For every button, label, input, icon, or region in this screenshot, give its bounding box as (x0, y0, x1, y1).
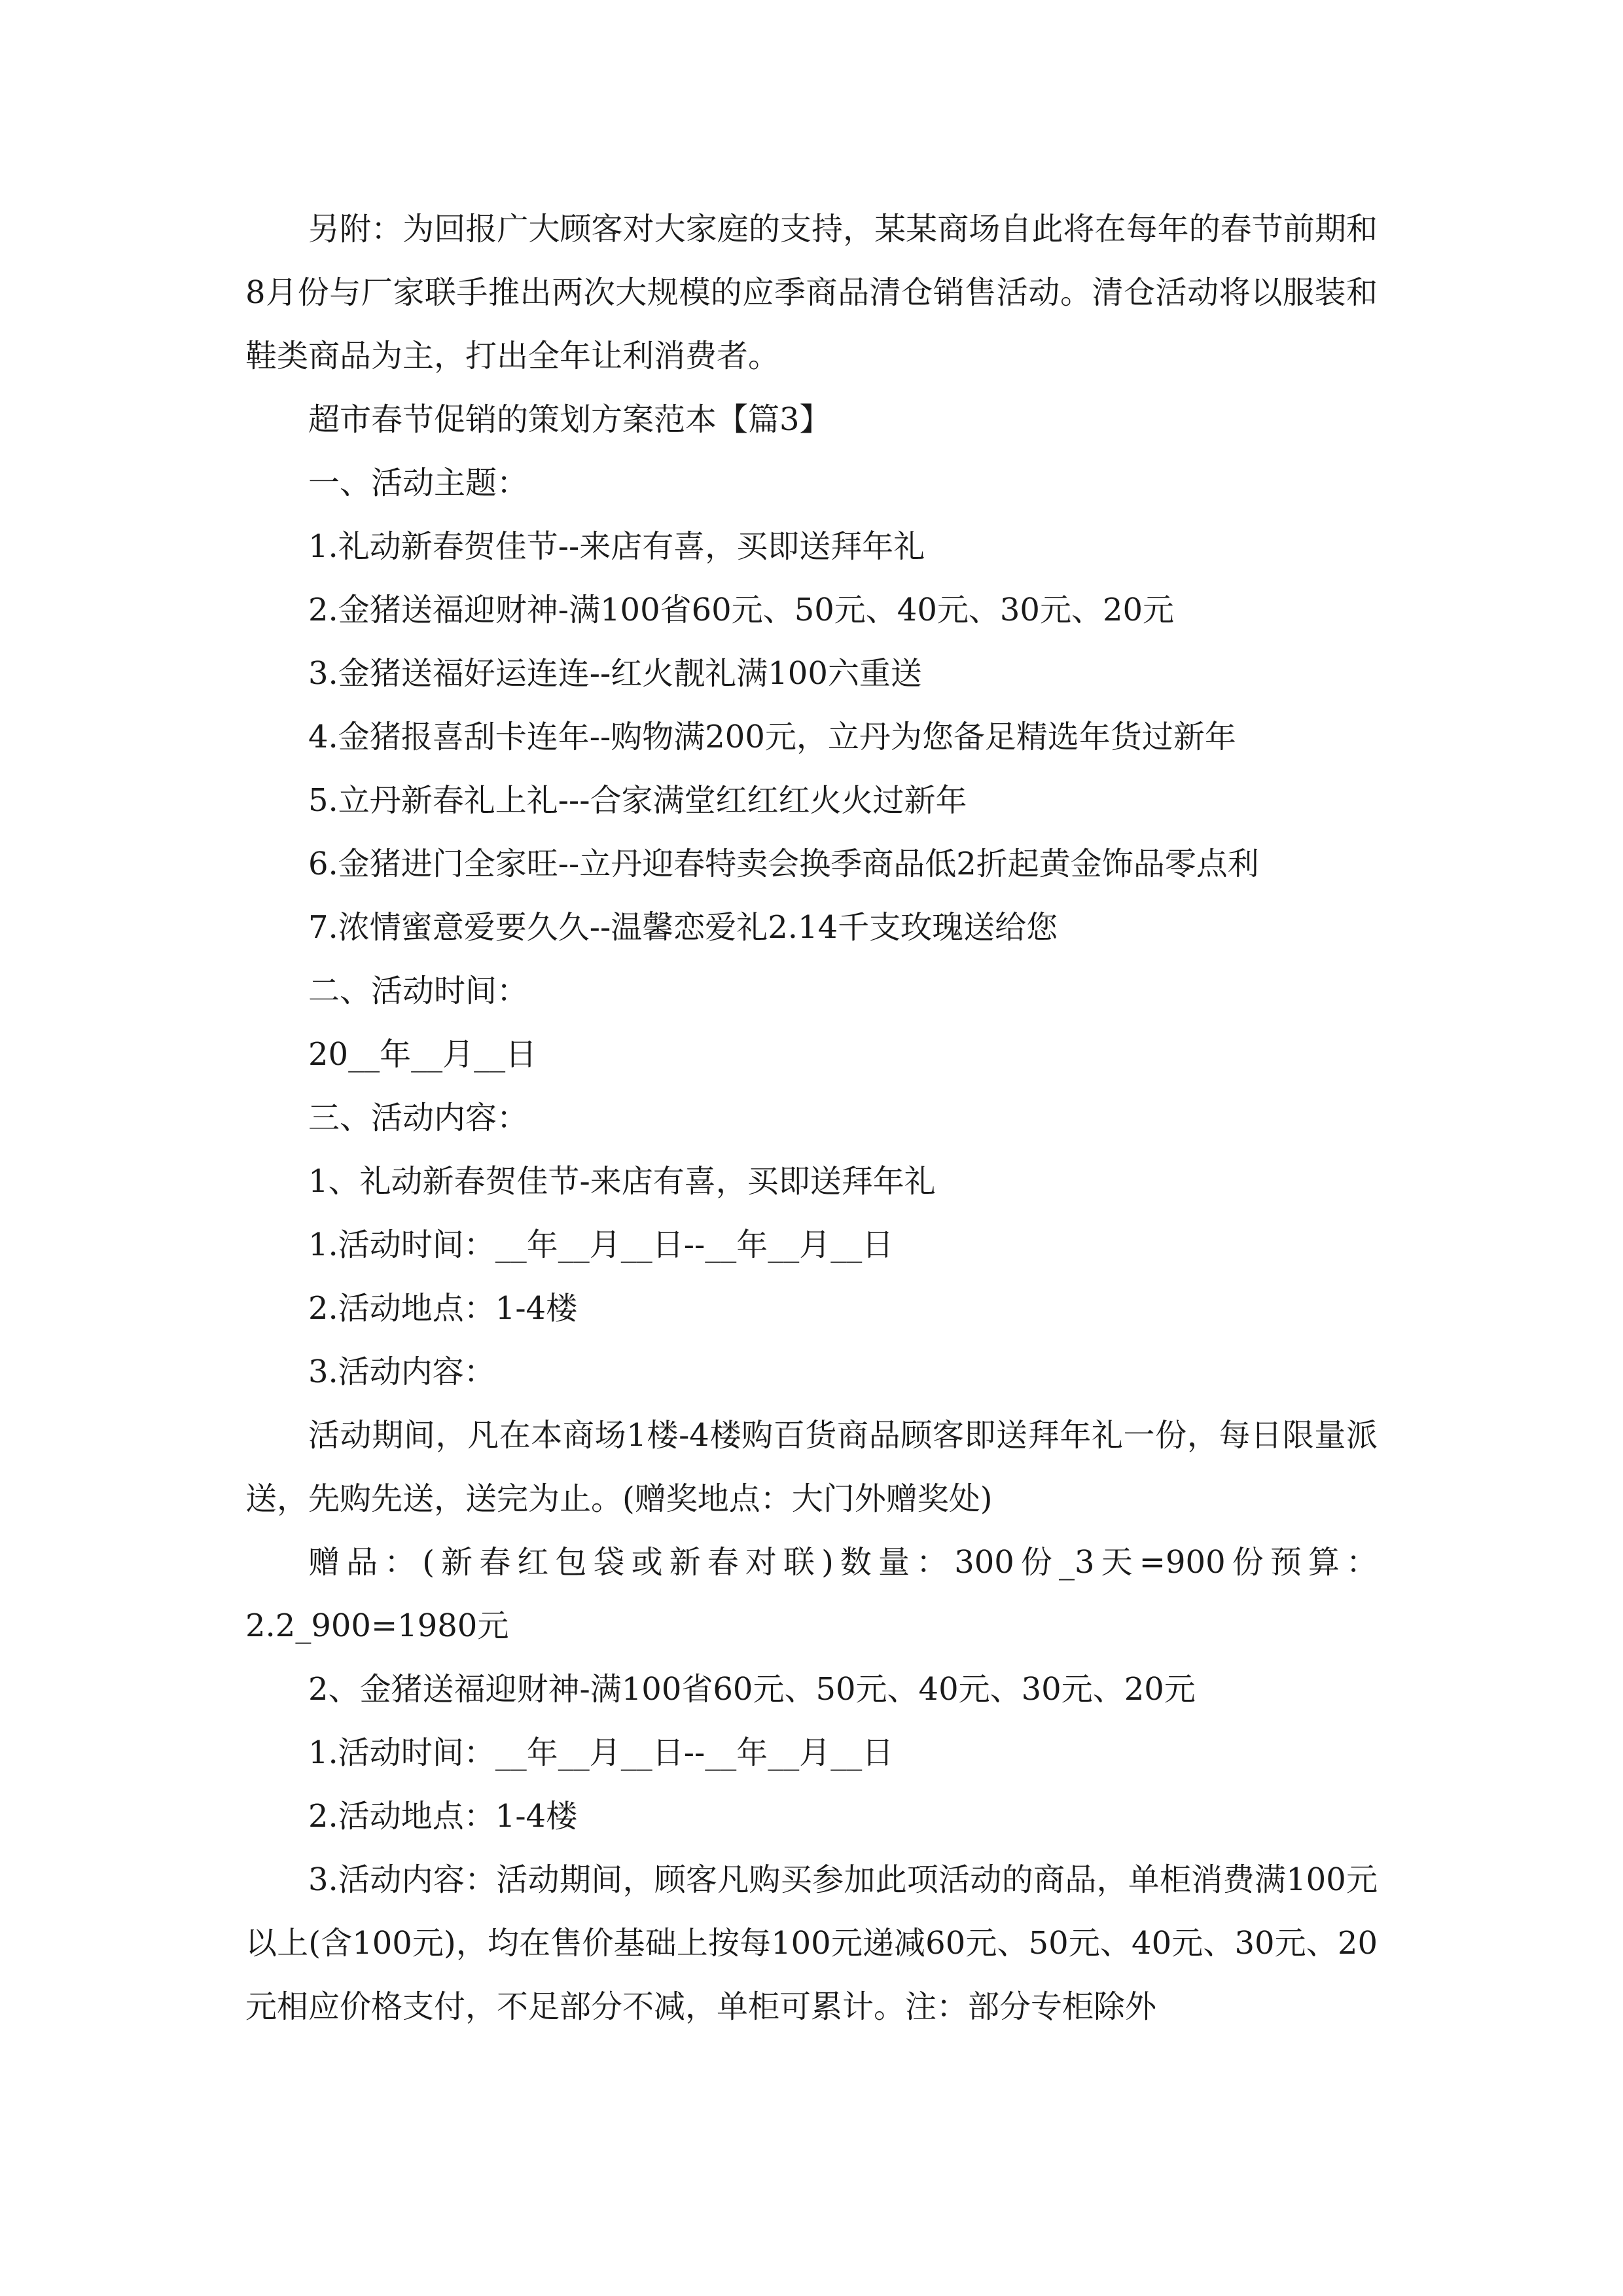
content-detail: 1.活动时间：__年__月__日--__年__月__日 (308, 1734, 894, 1771)
section-heading: 超市春节促销的策划方案范本【篇3】 (308, 401, 831, 438)
paragraph-intro-note: 另附：为回报广大顾客对大家庭的支持，某某商场自此将在每年的春节前期和8月份与厂家联手推出两次大规模的应季商品清仓销售活动。清仓活动将以服装和鞋类商品为主，打出全年让利消费者。 (245, 211, 1378, 374)
content-subheading: 2、金猪送福迎财神-满100省60元、50元、40元、30元、20元 (308, 1671, 1196, 1708)
content-detail: 2.活动地点：1-4楼 (308, 1798, 578, 1835)
theme-item: 5.立丹新春礼上礼---合家满堂红红红火火过新年 (308, 782, 967, 819)
content-paragraph: 活动期间，凡在本商场1楼-4楼购百货商品顾客即送拜年礼一份，每日限量派送，先购先送，送完为止。(赠奖地点：大门外赠奖处) (245, 1417, 1378, 1517)
heading-activity-content: 三、活动内容： (308, 1100, 529, 1136)
content-paragraph: 赠品：(新春红包袋或新春对联)数量：300份_3天=900份预算：2.2_900=1980元 (245, 1544, 1378, 1644)
content-paragraph: 3.活动内容：活动期间，顾客凡购买参加此项活动的商品，单柜消费满100元以上(含100元)，均在售价基础上按每100元递减60元、50元、40元、30元、20元相应价格支付，不足部分不减，单柜可累计。注：部分专柜除外 (245, 1861, 1378, 2025)
theme-item: 7.浓情蜜意爱要久久--温馨恋爱礼2.14千支玫瑰送给您 (308, 909, 1058, 946)
activity-date: 20__年__月__日 (308, 1036, 537, 1073)
theme-item: 6.金猪进门全家旺--立丹迎春特卖会换季商品低2折起黄金饰品零点利 (308, 846, 1259, 882)
theme-item: 2.金猪送福迎财神-满100省60元、50元、40元、30元、20元 (308, 592, 1175, 628)
content-subheading: 1、礼动新春贺佳节-来店有喜，买即送拜年礼 (308, 1163, 936, 1200)
content-detail: 2.活动地点：1-4楼 (308, 1290, 578, 1327)
content-detail: 1.活动时间：__年__月__日--__年__月__日 (308, 1227, 894, 1263)
heading-activity-time: 二、活动时间： (308, 973, 529, 1009)
theme-item: 1.礼动新春贺佳节--来店有喜，买即送拜年礼 (308, 528, 925, 565)
theme-item: 3.金猪送福好运连连--红火靓礼满100六重送 (308, 655, 922, 692)
theme-item: 4.金猪报喜刮卡连年--购物满200元，立丹为您备足精选年货过新年 (308, 719, 1236, 755)
content-detail: 3.活动内容： (308, 1354, 495, 1390)
heading-activity-theme: 一、活动主题： (308, 465, 529, 501)
document-body (245, 198, 1378, 2039)
